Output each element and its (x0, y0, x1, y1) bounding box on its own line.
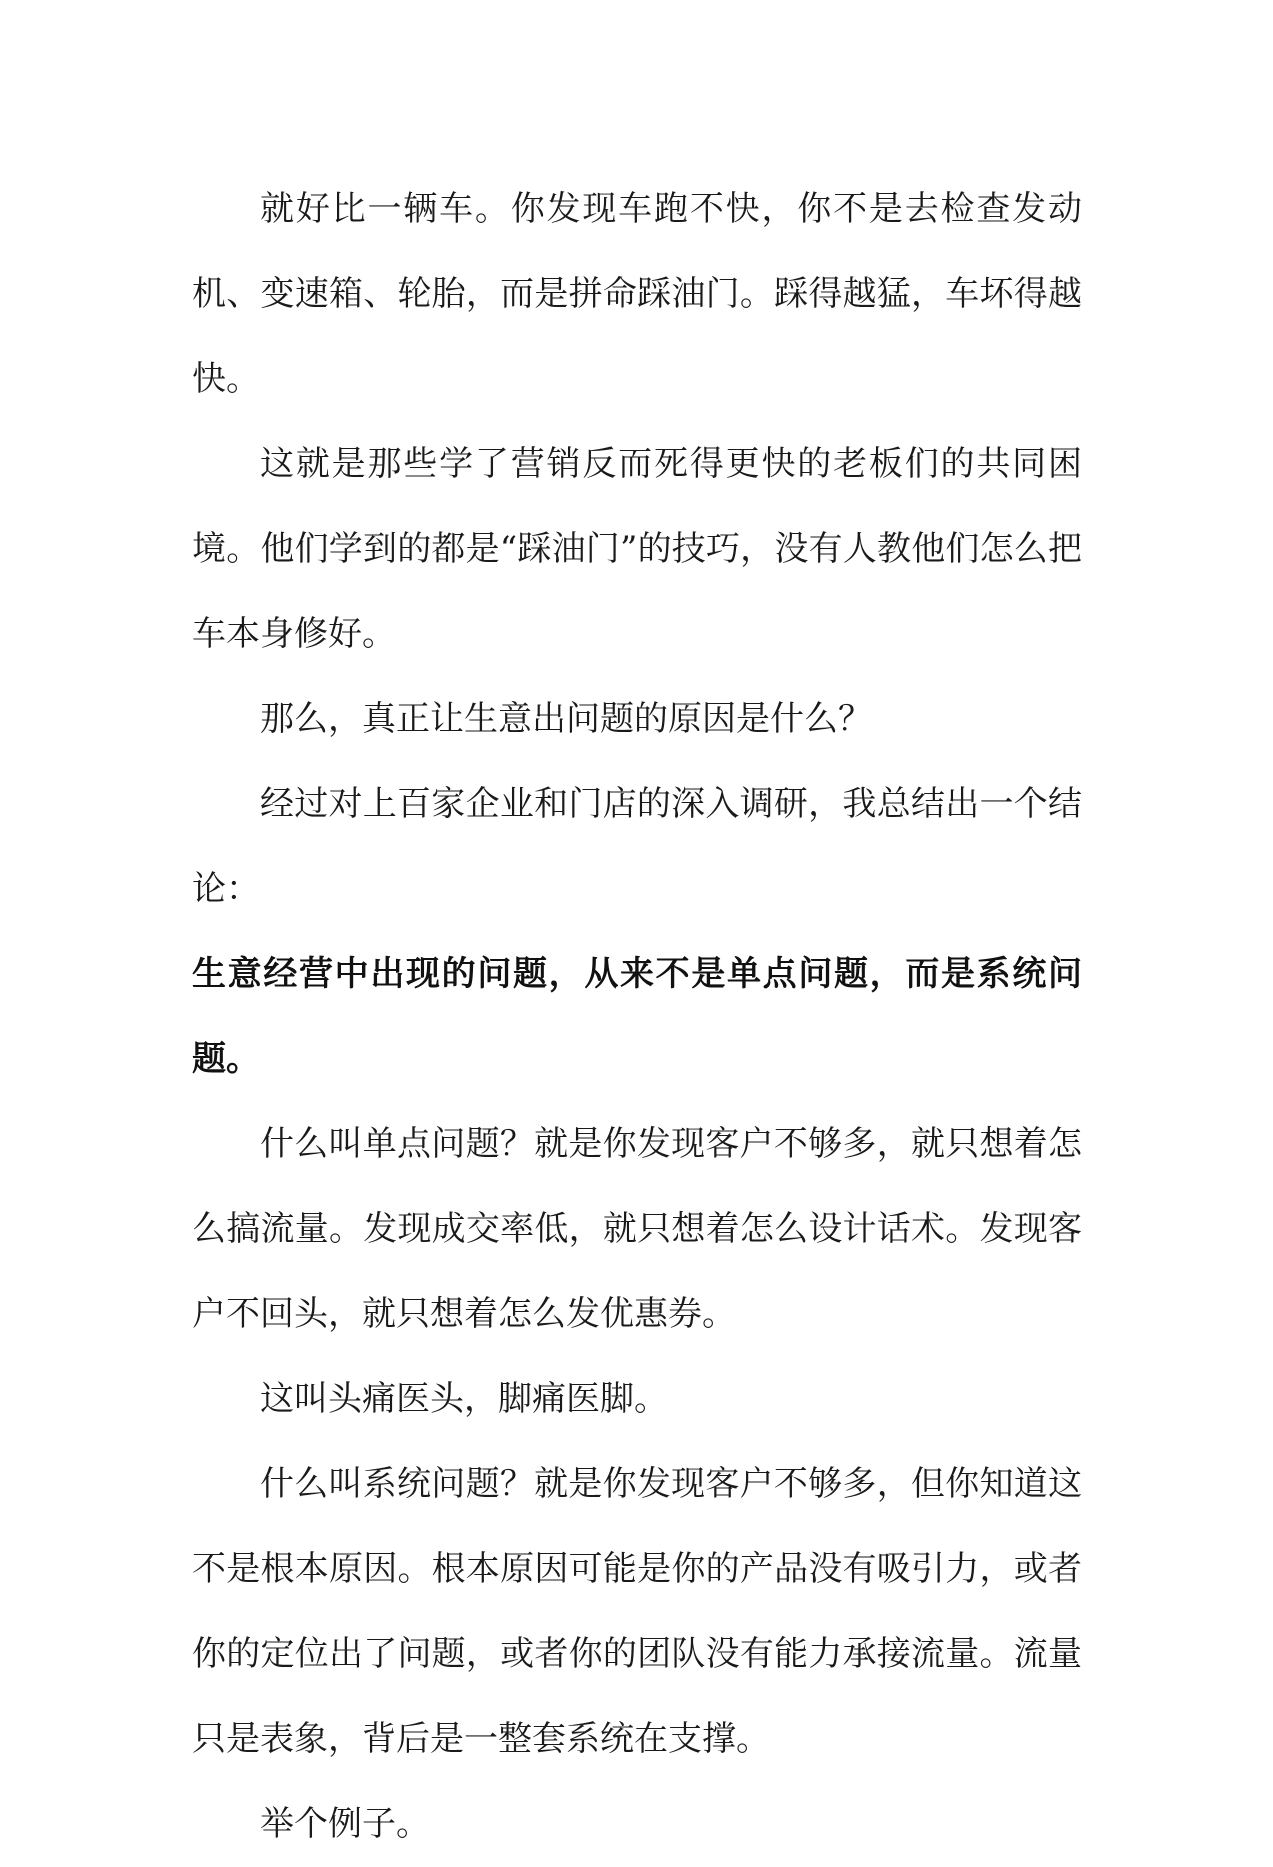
paragraph-bosses-dilemma: 这就是那些学了营销反而死得更快的老板们的共同困境。他们学到的都是“踩油门”的技巧，没有人教他们怎么把车本身修好。 (192, 444, 1082, 654)
paragraph-system-problem: 什么叫系统问题？就是你发现客户不够多，但你知道这不是根本原因。根本原因可能是你的产品没有吸引力，或者你的定位出了问题，或者你的团队没有能力承接流量。流量只是表象，背后是一整套系统在支撑。 (192, 1464, 1082, 1759)
paragraph-question: 那么，真正让生意出问题的原因是什么？ (260, 699, 872, 739)
document-body (192, 167, 1082, 1867)
paragraph-key-conclusion: 生意经营中出现的问题，从来不是单点问题，而是系统问题。 (192, 954, 1082, 1079)
paragraph-single-point-problem: 什么叫单点问题？就是你发现客户不够多，就只想着怎么搞流量。发现成交率低，就只想着怎么设计话术。发现客户不回头，就只想着怎么发优惠券。 (192, 1124, 1082, 1334)
paragraph-research: 经过对上百家企业和门店的深入调研，我总结出一个结论： (192, 784, 1082, 909)
paragraph-car-analogy: 就好比一辆车。你发现车跑不快，你不是去检查发动机、变速箱、轮胎，而是拼命踩油门。踩得越猛，车坏得越快。 (192, 189, 1082, 399)
paragraph-example: 举个例子。 (260, 1804, 430, 1844)
paragraph-idiom: 这叫头痛医头，脚痛医脚。 (260, 1379, 668, 1419)
